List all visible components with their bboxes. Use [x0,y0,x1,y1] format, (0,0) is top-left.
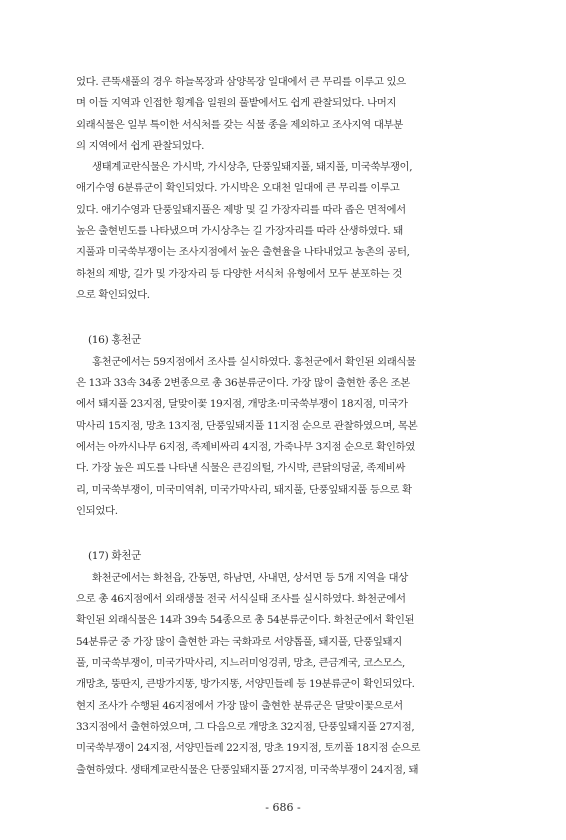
text-line: 었다. 큰뚝새풀의 경우 하늘목장과 삼양목장 일대에서 큰 무리를 이루고 있으 [76,76,406,88]
text-line: 화천군에서는 화천읍, 간동면, 하남면, 사내면, 상서면 등 5개 지역을 대상 [92,572,408,584]
text-line: 33지점에서 출현하였으며, 그 다음으로 개망초 32지점, 단풍잎돼지풀 27지점, [76,721,415,733]
text-line: 홍천군에서는 59지점에서 조사를 실시하였다. 홍천군에서 확인된 외래식물 [92,356,416,368]
text-line: 은 13과 33속 34종 2변종으로 총 36분류군이다. 가장 많이 출현한 종은 조본 [76,377,410,389]
text-line: 애기수영 6분류군이 확인되었다. 가시박은 오대천 일대에 큰 무리를 이루고 [76,182,400,194]
text-line: 지풀과 미국쑥부쟁이는 조사지점에서 높은 출현율을 나타내었고 농촌의 공터, [76,246,410,258]
text-line: 에서 돼지풀 23지점, 달맞이꽃 19지점, 개망초·미국쑥부쟁이 18지점, 미국가 [76,398,408,410]
text-line: 막사리 15지점, 망초 13지점, 단풍잎돼지풀 11지점 순으로 관찰하였으며, 목본 [76,420,418,432]
text-line: 개망초, 뚱딴지, 큰방가지똥, 방가지똥, 서양민들레 등 19분류군이 확인되었다. [76,678,415,690]
page-number: - 686 - [265,801,301,814]
text-line: 며 이들 지역과 인접한 횡계읍 일원의 풀밭에서도 쉽게 관찰되었다. 나머지 [76,97,397,109]
text-line: 으로 총 46지점에서 외래생물 전국 서식실태 조사를 실시하였다. 화천군에서 [76,593,406,605]
text-line: 확인된 외래식물은 14과 39속 54종으로 총 54분류군이다. 화천군에서 확인된 [76,614,415,626]
text-line: 리, 미국쑥부쟁이, 미국미역취, 미국가막사리, 돼지풀, 단풍잎돼지풀 등으로 확 [76,484,412,496]
text-line: 으로 확인되었다. [76,289,150,301]
text-line: 있다. 애기수영과 단풍잎돼지풀은 제방 및 길 가장자리를 따라 좁은 면적에서 [76,204,406,216]
section-heading: (17) 화천군 [88,550,142,562]
text-line: 다. 가장 높은 피도를 나타낸 식물은 큰김의털, 가시박, 큰닭의덩굴, 족제비싸 [76,462,406,474]
text-line: 출현하였다. 생태계교란식물은 단풍잎돼지풀 27지점, 미국쑥부쟁이 24지점, 돼 [76,764,419,776]
text-line: 미국쑥부쟁이 24지점, 서양민들레 22지점, 망초 19지점, 토끼풀 18지점 순으로 [76,742,421,754]
section-heading: (16) 홍천군 [88,334,142,346]
text-line: 생태계교란식물은 가시박, 가시상추, 단풍잎돼지풀, 돼지풀, 미국쑥부쟁이, [92,161,413,173]
text-line: 현지 조사가 수행된 46지점에서 가장 많이 출현한 분류군은 달맞이꽃으로서 [76,700,403,712]
text-line: 외래식물은 일부 특이한 서식처를 갖는 식물 종을 제외하고 조사지역 대부분 [76,119,403,131]
text-line: 의 지역에서 쉽게 관찰되었다. [76,140,205,152]
text-line: 에서는 아까시나무 6지점, 족제비싸리 4지점, 가죽나무 3지점 순으로 확인하였 [76,441,415,453]
text-line: 하천의 제방, 길가 및 가장자리 등 다양한 서식처 유형에서 모두 분포하는 것 [76,268,403,280]
text-line: 풀, 미국쑥부쟁이, 미국가막사리, 지느러미엉겅퀴, 망초, 큰금계국, 코스모스, [76,657,406,669]
text-line: 높은 출현빈도를 나타냈으며 가시상추는 길 가장자리를 따라 산생하였다. 돼 [76,225,403,237]
text-line: 인되었다. [76,505,118,517]
text-line: 54분류군 중 가장 많이 출현한 과는 국화과로 서양톱풀, 돼지풀, 단풍잎돼지 [76,636,402,648]
